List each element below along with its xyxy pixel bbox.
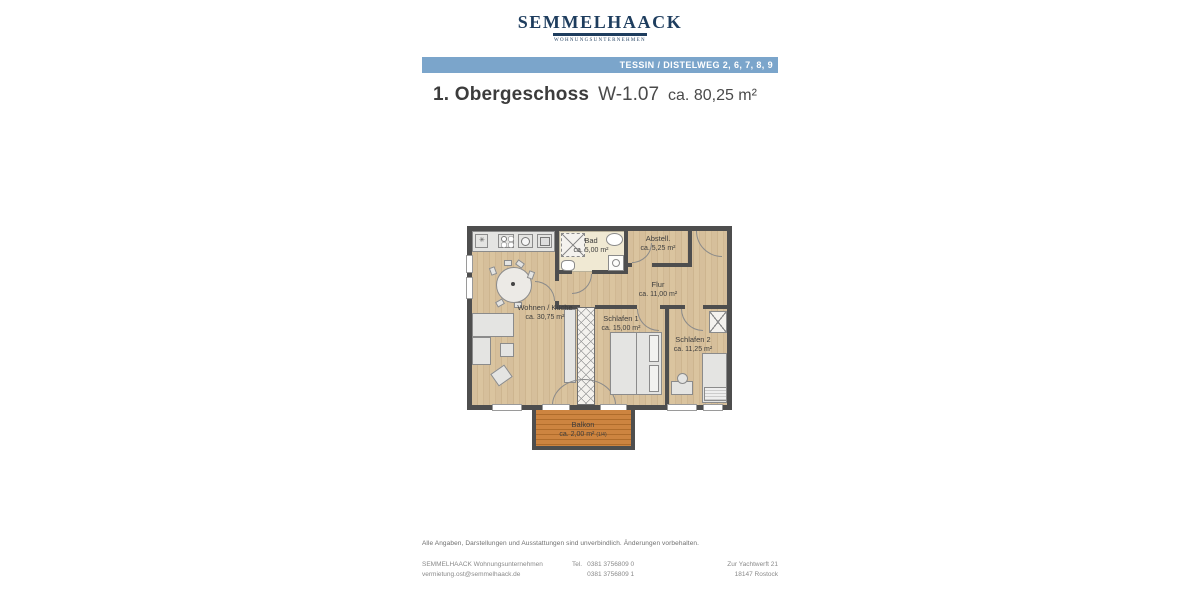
room-area: ca. 11,25 m² [673, 346, 713, 354]
sofa-top-section [472, 313, 514, 337]
pillow [649, 335, 659, 362]
balcony-share-note: (1/4) [596, 432, 607, 439]
wall-bath-left [555, 231, 559, 273]
room-name: Flur [651, 280, 665, 289]
room-area: ca. 2,00 m² (1/4) [559, 431, 607, 439]
project-banner [422, 57, 778, 73]
contact-phone-block [572, 560, 682, 580]
room-label-wohnen [517, 303, 572, 323]
wall-abstell-bottom-b [652, 263, 692, 267]
pillow [649, 365, 659, 392]
room-label-bad [573, 236, 608, 256]
wall-bath-abstell [624, 231, 628, 274]
project-banner-text: TESSIN / DISTELWEG 2, 6, 7, 8, 9 [619, 60, 773, 70]
wall-flur-s2-b [703, 305, 727, 309]
washing-machine-drum [612, 259, 620, 267]
coffee-table [500, 343, 514, 357]
window [466, 277, 473, 299]
company-logo [0, 13, 1200, 43]
total-area-label: ca. 80,25 m² [668, 87, 757, 104]
sink-symbol: ✳ [479, 237, 485, 244]
floor-plan [460, 223, 740, 455]
washbasin [606, 233, 623, 246]
logo-subtitle: WOHNUNGSUNTERNEHMEN [554, 38, 646, 43]
wardrobe [709, 311, 727, 333]
disclaimer-text: Alle Angaben, Darstellungen und Ausstattungen sind unverbindlich. Änderungen vorbehalten. [422, 540, 700, 547]
room-name: Abstell. [645, 234, 671, 243]
address-street: Zur Yachtwerft 21 [727, 561, 778, 568]
phone-number-2: 0381 3756809 1 [587, 570, 635, 578]
logo-divider [553, 33, 647, 36]
address-city: 18147 Rostock [734, 570, 778, 578]
contact-company-block [422, 560, 572, 580]
company-email[interactable]: vermietung.ost@semmelhaack.de [422, 570, 521, 578]
wall-abstell-right [688, 231, 692, 267]
company-name: SEMMELHAACK Wohnungsunternehmen [422, 561, 543, 568]
room-label-balkon [559, 420, 606, 440]
room-label-flur [639, 280, 677, 300]
page-title [433, 84, 757, 106]
window [466, 255, 473, 273]
dining-chair [504, 260, 512, 266]
room-area: ca. 5,25 m² [640, 245, 676, 253]
room-area: ca. 15,00 m² [601, 325, 641, 333]
contact-footer [422, 560, 778, 580]
wall-flur-s1 [595, 305, 637, 309]
logo-wordmark: SEMMELHAACK [517, 12, 683, 32]
oven-door [540, 237, 550, 246]
room-name: Schlafen 2 [675, 335, 711, 344]
blanket [704, 387, 727, 401]
toilet [561, 260, 575, 271]
window [667, 404, 697, 411]
room-name: Bad [584, 236, 598, 245]
sofa-side-section [472, 337, 491, 365]
window [492, 404, 522, 411]
room-name: Wohnen / Küche [517, 303, 573, 312]
wall-hall-left-a [555, 273, 559, 281]
wall-abstell-bottom-a [628, 263, 632, 267]
contact-address-block [682, 560, 778, 580]
room-area: ca. 11,00 m² [638, 291, 678, 299]
room-name: Balkon [571, 420, 595, 429]
double-bed-split [636, 332, 637, 395]
room-area: ca. 30,75 m² [525, 314, 565, 322]
room-label-schlafen2 [674, 335, 712, 355]
desk-chair [677, 373, 688, 384]
room-label-abstell [640, 234, 675, 254]
unit-label: W-1.07 [598, 84, 660, 105]
window [703, 404, 723, 411]
stove-burners [501, 236, 507, 242]
room-label-schlafen1 [602, 314, 641, 334]
room-name: Schlafen 1 [603, 314, 639, 323]
room-area: ca. 5,00 m² [573, 247, 609, 255]
wall-s1-s2 [665, 309, 669, 405]
phone-number-1: 0381 3756809 0 [587, 561, 635, 568]
floor-label: 1. Obergeschoss [433, 84, 590, 105]
dining-table-center [511, 282, 515, 286]
sink-bowl [521, 237, 530, 246]
tel-label: Tel. [572, 561, 583, 568]
